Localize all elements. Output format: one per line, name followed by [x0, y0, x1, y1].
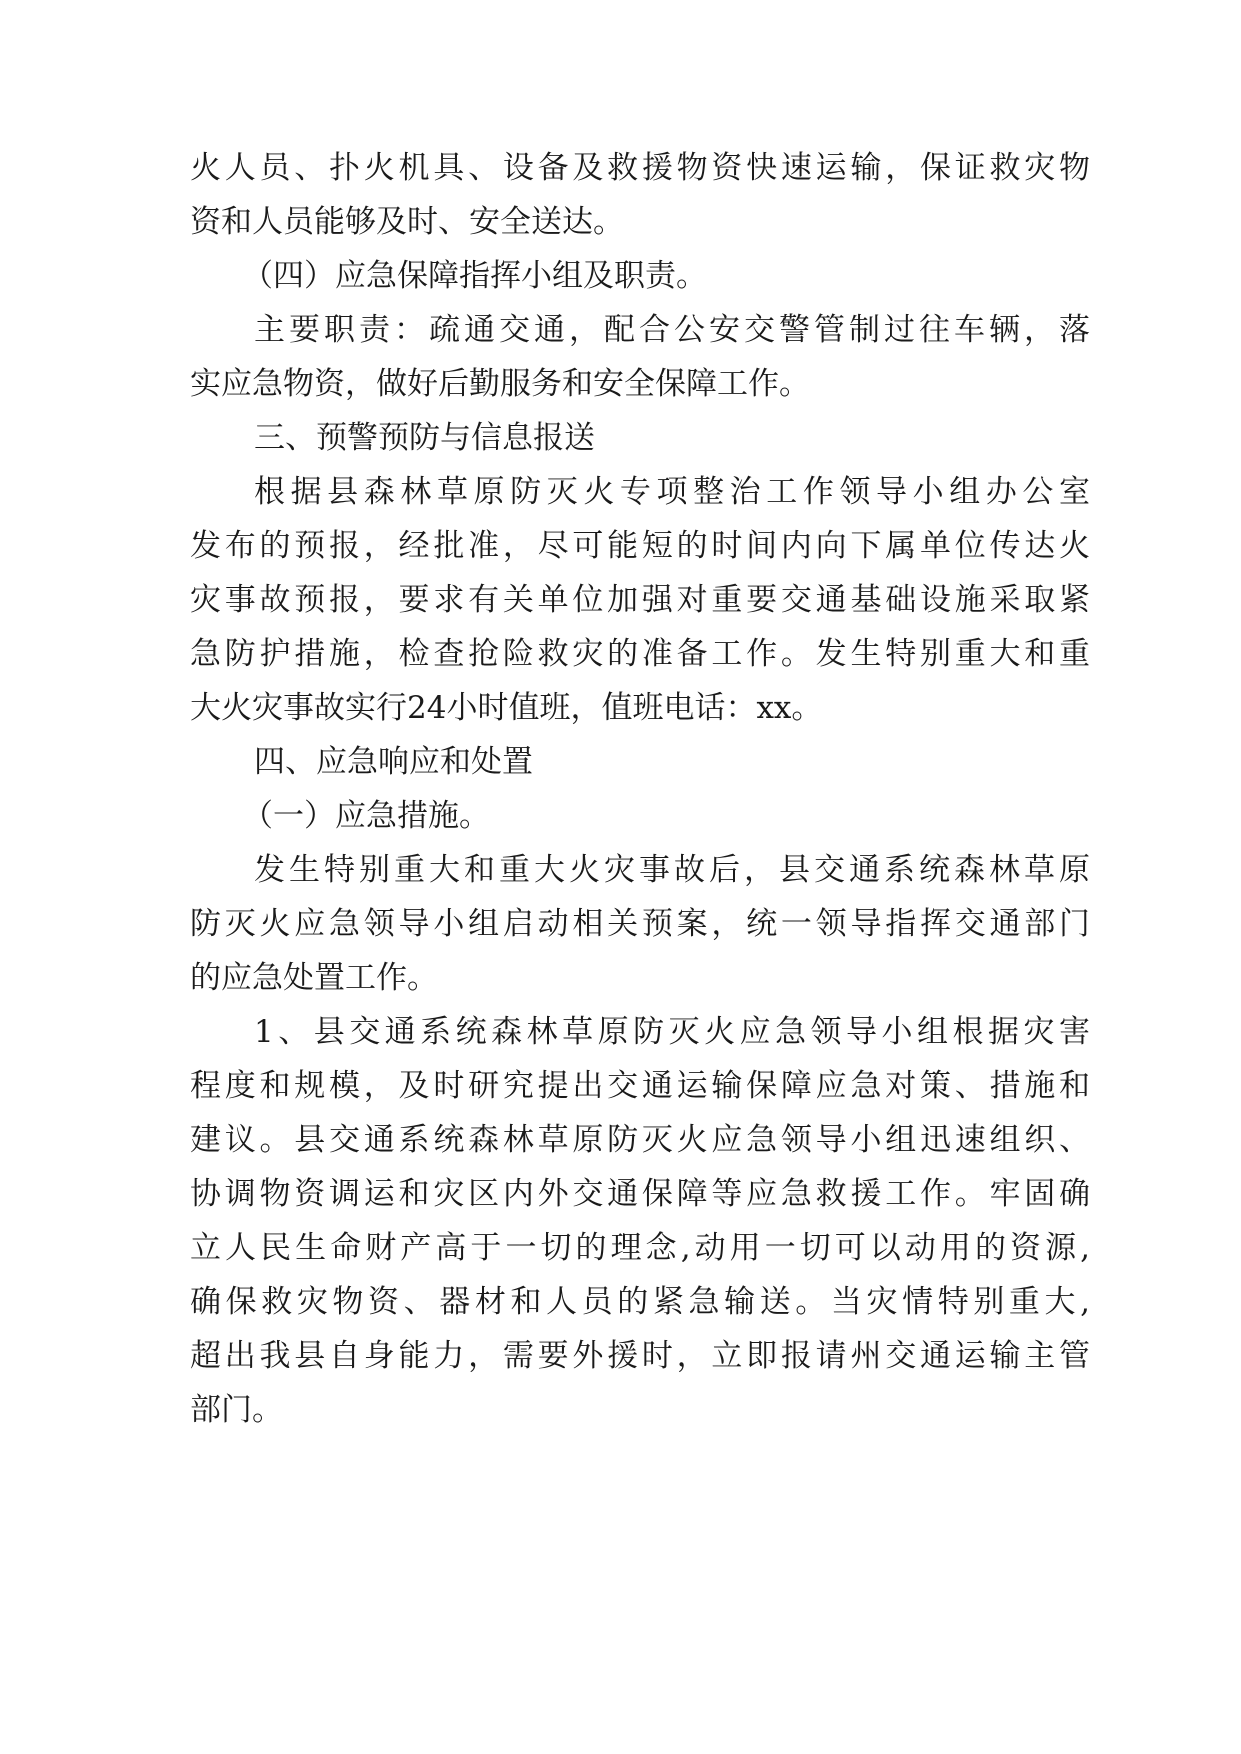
text-line: 协调物资调运和灾区内外交通保障等应急救援工作。牢固确 [190, 1176, 1090, 1212]
text-line: 大火灾事故实行24小时值班，值班电话：xx。 [190, 690, 823, 726]
section-heading: 四、应急响应和处置 [254, 744, 533, 780]
text-line: 超出我县自身能力，需要外援时，立即报请州交通运输主管 [190, 1338, 1090, 1374]
text-line: 急防护措施，检查抢险救灾的准备工作。发生特别重大和重 [190, 636, 1090, 672]
text-line: 1、县交通系统森林草原防灭火应急领导小组根据灾害 [254, 1014, 1090, 1050]
text-line: 程度和规模，及时研究提出交通运输保障应急对策、措施和 [190, 1068, 1090, 1104]
text-line: 建议。县交通系统森林草原防灭火应急领导小组迅速组织、 [190, 1122, 1090, 1158]
text-line: 发生特别重大和重大火灾事故后，县交通系统森林草原 [254, 852, 1090, 888]
text-line: 部门。 [190, 1392, 283, 1428]
section-heading: 三、预警预防与信息报送 [254, 420, 595, 456]
text-line: 灾事故预报，要求有关单位加强对重要交通基础设施采取紧 [190, 582, 1090, 618]
text-line: 火人员、扑火机具、设备及救援物资快速运输，保证救灾物 [190, 150, 1090, 186]
text-line: 实应急物资，做好后勤服务和安全保障工作。 [190, 366, 810, 402]
text-line: 根据县森林草原防灭火专项整治工作领导小组办公室 [254, 474, 1090, 510]
section-heading: （四）应急保障指挥小组及职责。 [242, 258, 707, 294]
text-line: 主要职责：疏通交通，配合公安交警管制过往车辆，落 [254, 312, 1090, 348]
section-heading: （一）应急措施。 [242, 798, 490, 834]
text-line: 的应急处置工作。 [190, 960, 438, 996]
text-line: 资和人员能够及时、安全送达。 [190, 204, 624, 240]
text-line: 发布的预报，经批准，尽可能短的时间内向下属单位传达火 [190, 528, 1090, 564]
text-line: 立人民生命财产高于一切的理念,动用一切可以动用的资源, [190, 1230, 1090, 1266]
text-line: 确保救灾物资、器材和人员的紧急输送。当灾情特别重大, [190, 1284, 1090, 1320]
text-line: 防灭火应急领导小组启动相关预案，统一领导指挥交通部门 [190, 906, 1090, 942]
